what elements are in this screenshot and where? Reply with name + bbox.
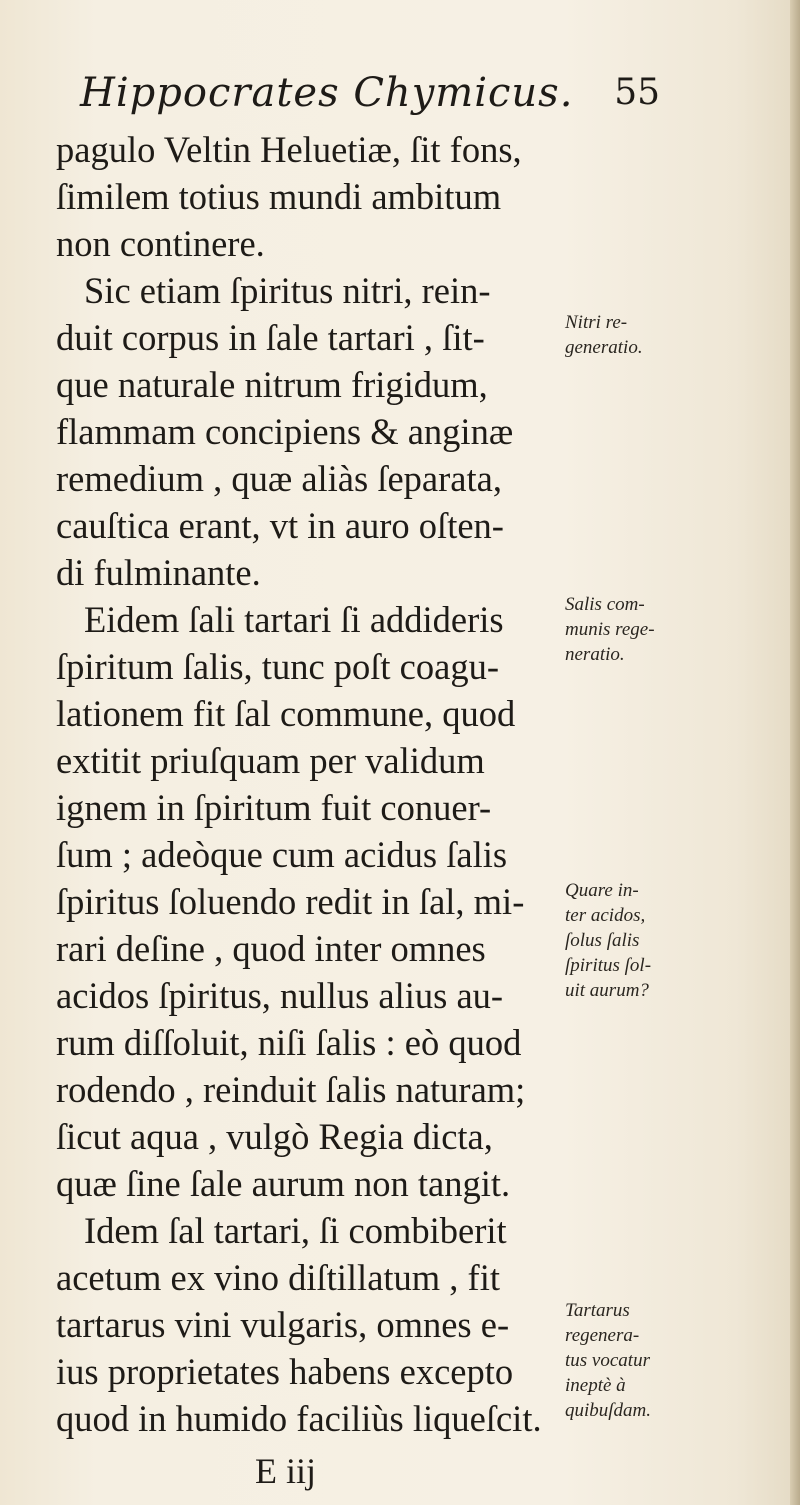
text-line: quæ ſine ſale aurum non tangit. (56, 1163, 511, 1204)
text-line: remedium , quæ aliàs ſeparata, (56, 458, 502, 499)
text-line: pagulo Veltin Heluetiæ, ſit fons, (56, 129, 522, 170)
margin-note-line: uit aurum? (565, 980, 649, 1001)
text-line: acetum ex vino diſtillatum , fit (56, 1257, 500, 1298)
text-line: cauſtica erant, vt in auro oſten- (56, 505, 504, 546)
text-line: lationem fit ſal commune, quod (56, 693, 516, 734)
text-line: ius proprietates habens excepto (56, 1351, 514, 1392)
text-line: Sic etiam ſpiritus nitri, rein- (84, 270, 491, 311)
text-line: ſimilem totius mundi ambitum (56, 176, 502, 217)
text-line: rum diſſoluit, niſi ſalis : eò quod (56, 1022, 522, 1063)
margin-note (565, 1298, 651, 1423)
text-line: Eidem ſali tartari ſi addideris (84, 599, 504, 640)
margin-note-line: Salis com- (565, 594, 645, 615)
page-edge (790, 0, 800, 1505)
margin-note-line: quibuſdam. (565, 1400, 652, 1421)
running-title: Hippocrates Chymicus. (80, 70, 574, 116)
margin-note-line: Quare in- (565, 880, 639, 901)
text-line: que naturale nitrum frigidum, (56, 364, 488, 405)
text-line: ſpiritus ſoluendo redit in ſal, mi- (56, 881, 525, 922)
margin-note-line: regenera- (565, 1325, 640, 1346)
body-text (56, 126, 556, 1442)
margin-note-line: neratio. (565, 644, 625, 665)
margin-note-line: ter acidos, (565, 905, 646, 926)
signature-mark: E iij (255, 1451, 316, 1491)
text-line: rari deſine , quod inter omnes (56, 928, 486, 969)
text-line: duit corpus in ſale tartari , ſit- (56, 317, 485, 358)
margin-note-line: ineptè à (565, 1375, 626, 1396)
margin-note (565, 878, 651, 1003)
text-line: ignem in ſpiritum fuit conuer- (56, 787, 492, 828)
margin-note-line: tus vocatur (565, 1350, 650, 1371)
margin-notes (555, 0, 785, 1505)
text-line: Idem ſal tartari, ſi combiberit (84, 1210, 507, 1251)
margin-note (565, 310, 643, 360)
text-line: acidos ſpiritus, nullus alius au- (56, 975, 504, 1016)
text-line: ſicut aqua , vulgò Regia dicta, (56, 1116, 493, 1157)
text-line: quod in humido faciliùs liqueſcit. (56, 1398, 542, 1439)
text-line: rodendo , reinduit ſalis naturam; (56, 1069, 526, 1110)
text-line: flammam concipiens & anginæ (56, 411, 514, 452)
text-line: ſum ; adeòque cum acidus ſalis (56, 834, 508, 875)
margin-note-line: Tartarus (565, 1300, 630, 1321)
margin-note-line: Nitri re- (565, 312, 628, 333)
margin-note (565, 592, 655, 667)
text-line: tartarus vini vulgaris, omnes e- (56, 1304, 510, 1345)
text-line: di fulminante. (56, 552, 261, 593)
margin-note-line: ſolus ſalis (565, 930, 640, 951)
page-number: 55 (614, 72, 660, 113)
text-line: extitit priuſquam per validum (56, 740, 485, 781)
text-line: ſpiritum ſalis, tunc poſt coagu- (56, 646, 499, 687)
text-line: non continere. (56, 223, 265, 264)
margin-note-line: generatio. (565, 337, 643, 358)
margin-note-line: munis rege- (565, 619, 655, 640)
margin-note-line: ſpiritus ſol- (565, 955, 652, 976)
